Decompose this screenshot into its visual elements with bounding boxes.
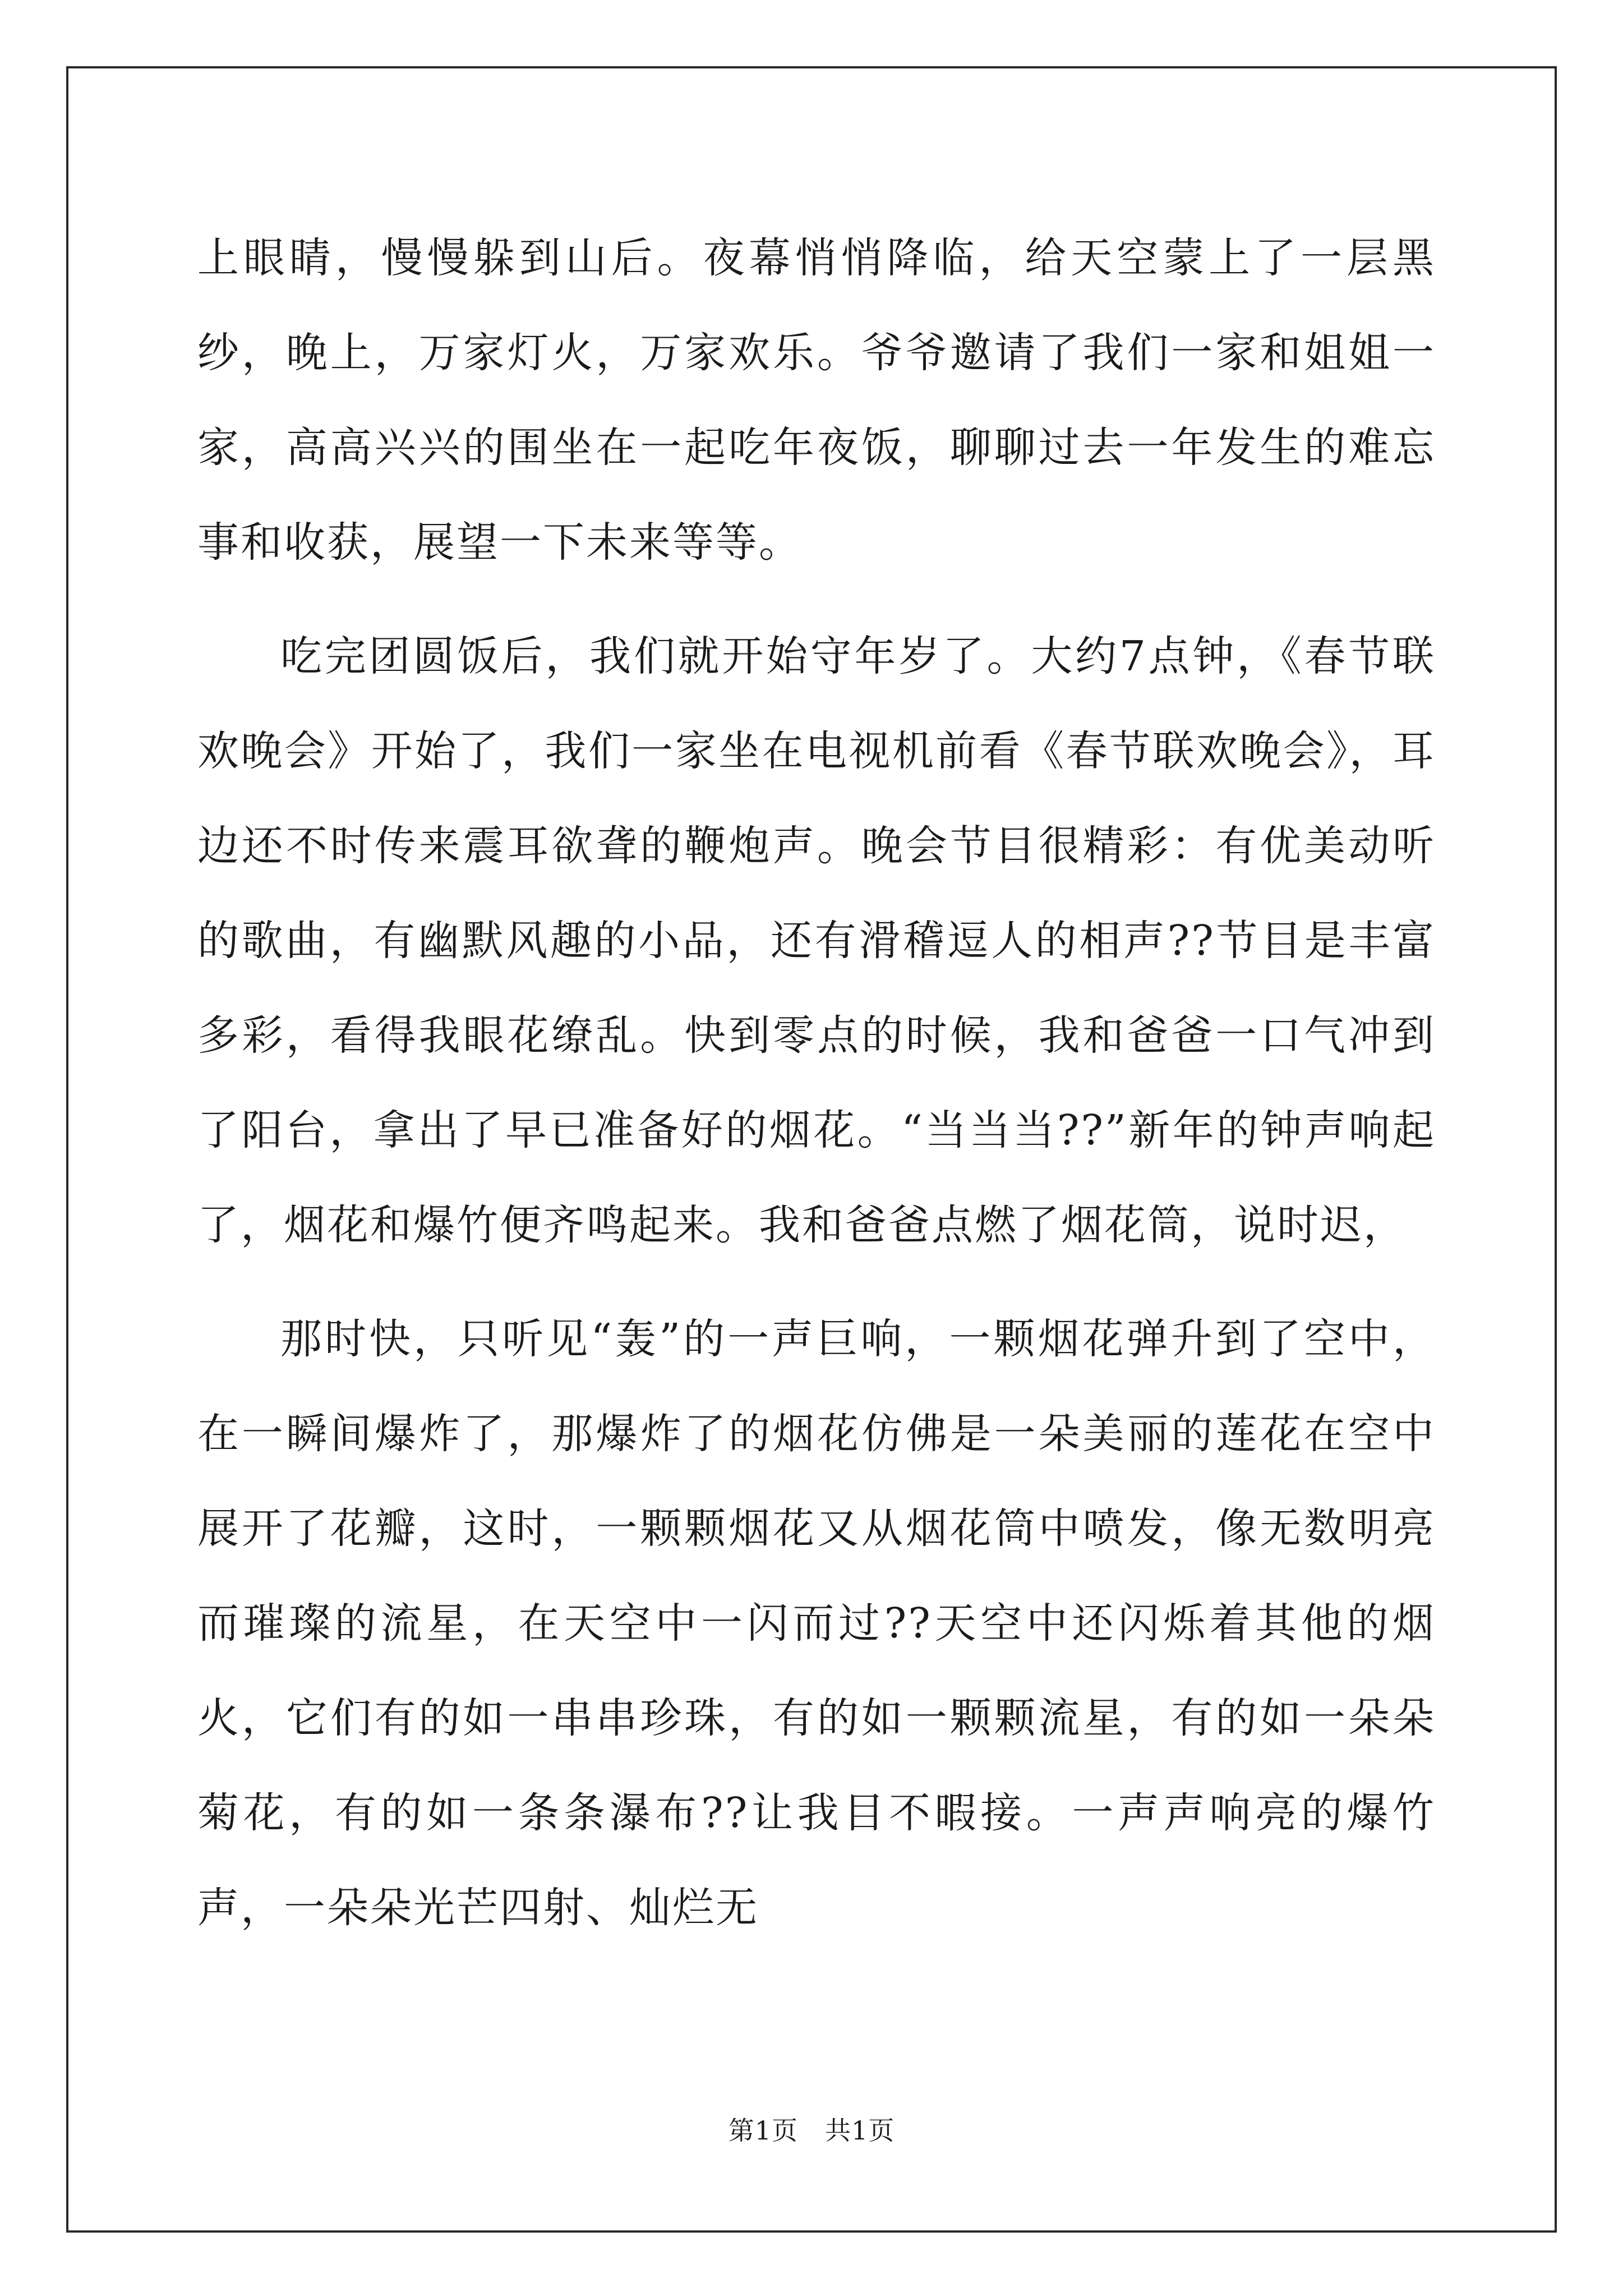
page-total: 共1页 [825, 2115, 895, 2146]
paragraph-1: 上眼睛，慢慢躲到山后。夜幕悄悄降临，给天空蒙上了一层黑纱，晚上，万家灯火，万家欢乐。爷爷邀请了我们一家和姐姐一家，高高兴兴的围坐在一起吃年夜饭，聊聊过去一年发生的难忘事和收获，展望一下未来等等。 [197, 234, 1436, 567]
document-body [197, 211, 1436, 1955]
paragraph-3: 那时快，只听见“轰”的一声巨响，一颗烟花弹升到了空中，在一瞬间爆炸了，那爆炸了的烟花仿佛是一朵美丽的莲花在空中展开了花瓣，这时，一颗颗烟花又从烟花筒中喷发，像无数明亮而璀璨的流星，在天空中一闪而过??天空中还闪烁着其他的烟火，它们有的如一串串珍珠，有的如一颗颗流星，有的如一朵朵菊花，有的如一条条瀑布??让我目不暇接。一声声响亮的爆竹声，一朵朵光芒四射、灿烂无 [197, 1315, 1436, 1932]
page-footer [0, 2114, 1623, 2147]
paragraph-2: 吃完团圆饭后，我们就开始守年岁了。大约7点钟，《春节联欢晚会》开始了，我们一家坐在电视机前看《春节联欢晚会》，耳边还不时传来震耳欲聋的鞭炮声。晚会节目很精彩：有优美动听的歌曲，有幽默风趣的小品，还有滑稽逗人的相声??节目是丰富多彩，看得我眼花缭乱。快到零点的时候，我和爸爸一口气冲到了阳台，拿出了早已准备好的烟花。“当当当??”新年的钟声响起了，烟花和爆竹便齐鸣起来。我和爸爸点燃了烟花筒，说时迟， [197, 632, 1436, 1249]
page-number: 第1页 [728, 2115, 798, 2146]
